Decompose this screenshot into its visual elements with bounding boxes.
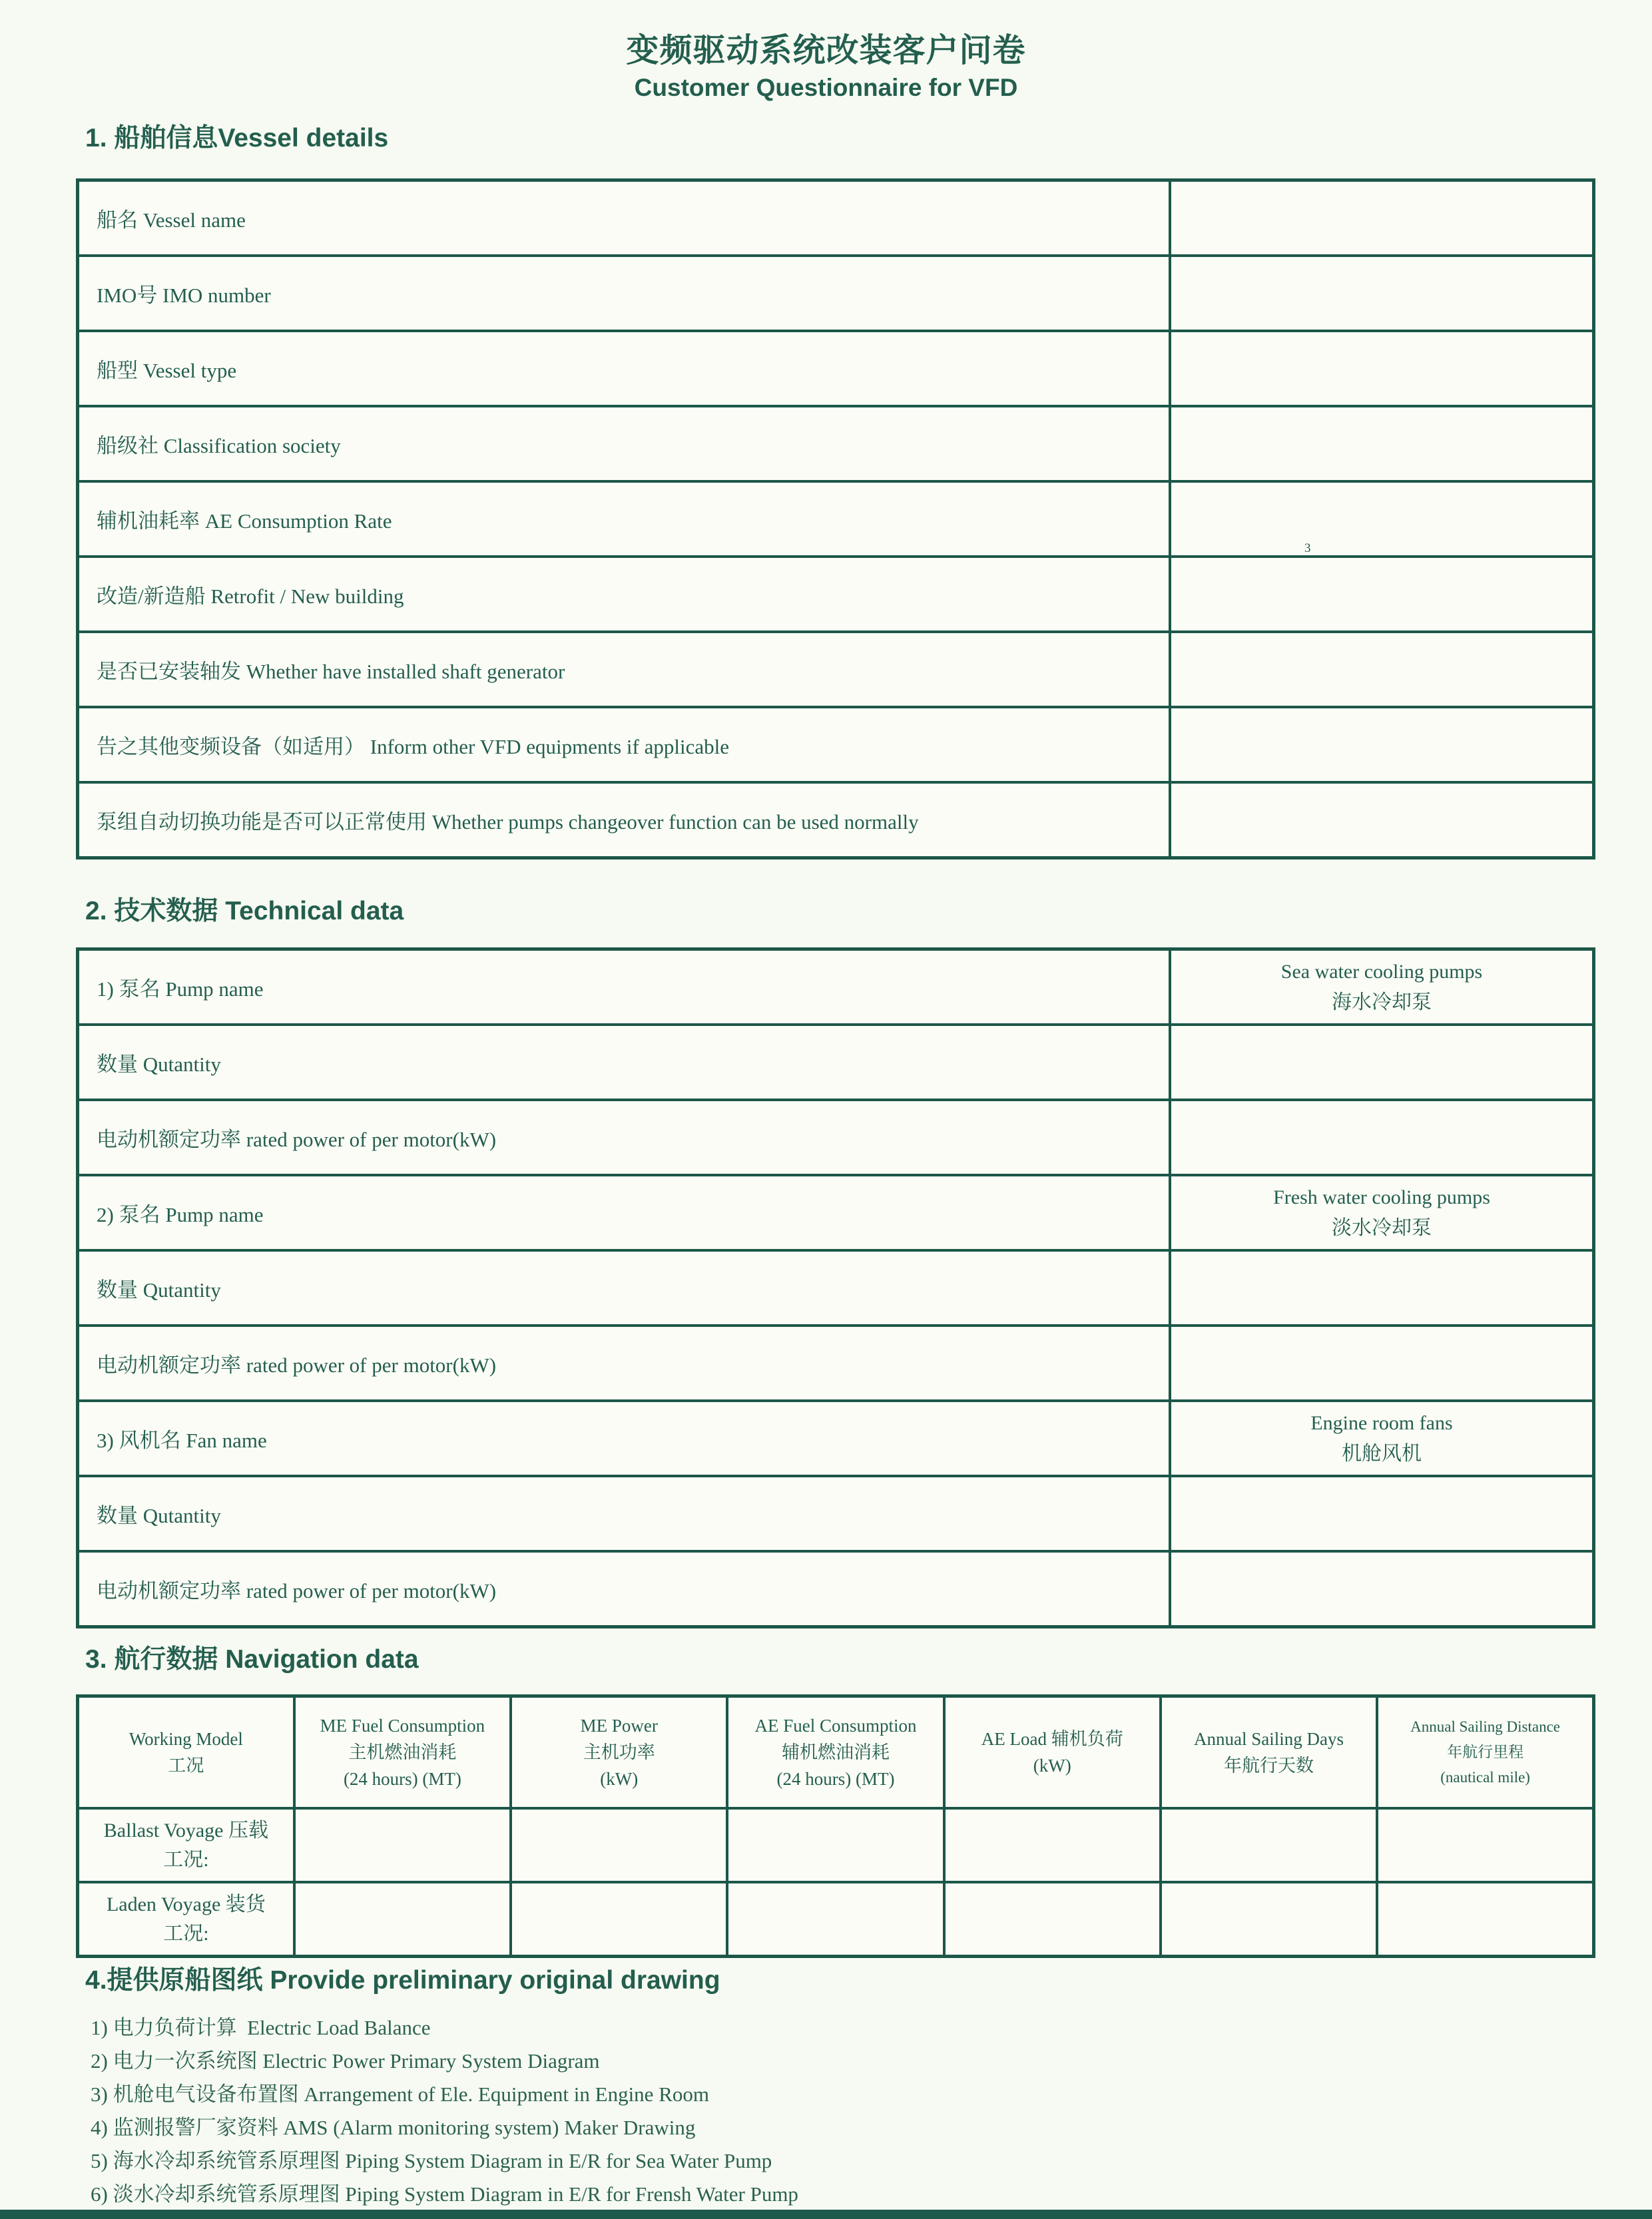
table-row [78, 481, 1594, 557]
column-header [944, 1696, 1161, 1809]
row-value-cell [1170, 180, 1594, 256]
list-item: 1) 电力负荷计算 Electric Load Balance [91, 2016, 431, 2039]
section-heading-drawings: 4.提供原船图纸 Provide preliminary original drawing [85, 1966, 720, 1995]
data-cell [944, 1882, 1161, 1957]
row-value-cell [1170, 406, 1594, 481]
data-cell [1377, 1808, 1593, 1882]
column-header-line: AE Fuel Consumption [754, 1716, 917, 1736]
data-cell [511, 1882, 727, 1957]
table-row [78, 1808, 1594, 1882]
column-header-line: Annual Sailing Days [1194, 1729, 1344, 1749]
row-label: 电动机额定功率 rated power of per motor(kW) [78, 1100, 1171, 1175]
row-value-cell [1170, 481, 1594, 557]
row-value-cell [1170, 1401, 1594, 1476]
row-value-cell [1170, 632, 1594, 707]
section-heading-technical-data: 2. 技术数据 Technical data [85, 897, 404, 925]
row-label: 泵组自动切换功能是否可以正常使用 Whether pumps changeover function can be used normally [78, 782, 1171, 858]
table-row [78, 256, 1594, 331]
vessel-details-table [76, 178, 1595, 860]
data-cell [511, 1808, 727, 1882]
list-item: 3) 机舱电气设备布置图 Arrangement of Ele. Equipment in Engine Room [91, 2083, 709, 2106]
data-cell [294, 1808, 511, 1882]
page-title-en: Customer Questionnaire for VFD [634, 74, 1018, 101]
table-row [78, 1250, 1594, 1326]
value-en: Fresh water cooling pumps [1273, 1186, 1490, 1208]
row-label: 辅机油耗率 AE Consumption Rate [78, 481, 1171, 557]
navigation-header-row [78, 1696, 1594, 1809]
column-header [1377, 1696, 1593, 1809]
table-row [78, 1100, 1594, 1175]
column-header [294, 1696, 511, 1809]
data-cell [727, 1882, 944, 1957]
table-row [78, 180, 1594, 256]
row-label: 电动机额定功率 rated power of per motor(kW) [78, 1551, 1171, 1627]
column-header [511, 1696, 727, 1809]
column-header-line: (24 hours) (MT) [343, 1769, 461, 1789]
list-item: 2) 电力一次系统图 Electric Power Primary System Diagram [91, 2049, 600, 2073]
column-header-line: (kW) [600, 1769, 639, 1789]
page-title-cn: 变频驱动系统改装客户问卷 [626, 33, 1026, 69]
drawing-list [91, 2011, 1652, 2211]
row-label: 3) 风机名 Fan name [78, 1401, 1171, 1476]
row-value-cell [1170, 707, 1594, 782]
row-label: 数量 Qutantity [78, 1025, 1171, 1100]
row-label: IMO号 IMO number [78, 256, 1171, 331]
section-heading-navigation-data: 3. 航行数据 Navigation data [85, 1645, 419, 1674]
row-label: 是否已安装轴发 Whether have installed shaft generator [78, 632, 1171, 707]
table-row [78, 1551, 1594, 1627]
value-cn: 淡水冷却泵 [1332, 1216, 1432, 1239]
data-cell [1377, 1882, 1593, 1957]
column-header-line: (kW) [1033, 1756, 1071, 1776]
value-cn: 海水冷却泵 [1332, 991, 1432, 1013]
table-row [78, 1025, 1594, 1100]
row-label: 1) 泵名 Pump name [78, 949, 1171, 1025]
document-header [0, 0, 1652, 100]
column-header-line: 主机燃油消耗 [348, 1742, 457, 1762]
row-value-cell [1170, 949, 1594, 1025]
row-label: 数量 Qutantity [78, 1476, 1171, 1551]
value-en: Engine room fans [1310, 1411, 1453, 1434]
table-row [78, 1476, 1594, 1551]
table-row [78, 406, 1594, 481]
table-row [78, 331, 1594, 406]
table-row [78, 1401, 1594, 1476]
column-header-line: Annual Sailing Distance [1410, 1718, 1561, 1735]
section-heading-vessel-details: 1. 船舶信息Vessel details [85, 124, 389, 152]
list-item: 5) 海水冷却系统管系原理图 Piping System Diagram in E/R for Sea Water Pump [91, 2149, 772, 2172]
table-row [78, 1326, 1594, 1401]
column-header [78, 1696, 294, 1809]
column-header-line: 年航行里程 [1447, 1744, 1524, 1760]
row-label: 数量 Qutantity [78, 1250, 1171, 1326]
data-cell [727, 1808, 944, 1882]
list-item: 6) 淡水冷却系统管系原理图 Piping System Diagram in E/R for Frensh Water Pump [91, 2182, 798, 2206]
row-value-cell [1170, 1100, 1594, 1175]
value-cn: 机舱风机 [1342, 1442, 1422, 1465]
table-row [78, 782, 1594, 858]
data-cell [294, 1882, 511, 1957]
row-value-cell [1170, 1551, 1594, 1627]
column-header-line: 年航行天数 [1224, 1756, 1314, 1776]
row-value-cell [1170, 256, 1594, 331]
column-header [1161, 1696, 1377, 1809]
row-label: 船型 Vessel type [78, 331, 1171, 406]
column-header-line: ME Fuel Consumption [320, 1716, 485, 1736]
row-value-cell [1170, 331, 1594, 406]
column-header-line: (24 hours) (MT) [776, 1769, 895, 1789]
row-value-cell [1170, 782, 1594, 858]
column-header-line: 主机功率 [583, 1742, 655, 1762]
row-value-cell [1170, 1025, 1594, 1100]
column-header-line: AE Load 辅机负荷 [981, 1729, 1123, 1749]
row-label: 改造/新造船 Retrofit / New building [78, 557, 1171, 632]
row-value-cell [1170, 1175, 1594, 1250]
table-row [78, 707, 1594, 782]
technical-data-table [76, 947, 1595, 1628]
row-label: Ballast Voyage 压载工况: [78, 1808, 294, 1882]
row-label: 船名 Vessel name [78, 180, 1171, 256]
data-cell [1161, 1882, 1377, 1957]
cell-note: 3 [1304, 541, 1311, 555]
data-cell [1161, 1808, 1377, 1882]
row-value-cell [1170, 1326, 1594, 1401]
value-en: Sea water cooling pumps [1280, 960, 1483, 983]
row-label: 2) 泵名 Pump name [78, 1175, 1171, 1250]
row-value-cell [1170, 1476, 1594, 1551]
row-value-cell [1170, 1250, 1594, 1326]
row-label: Laden Voyage 装货工况: [78, 1882, 294, 1957]
table-row [78, 557, 1594, 632]
table-row [78, 1175, 1594, 1250]
row-value-cell [1170, 557, 1594, 632]
column-header-line: 辅机燃油消耗 [781, 1742, 890, 1762]
column-header-line: (nautical mile) [1440, 1769, 1530, 1786]
list-item: 4) 监测报警厂家资料 AMS (Alarm monitoring system) Maker Drawing [91, 2116, 696, 2139]
row-label: 船级社 Classification society [78, 406, 1171, 481]
footer-bar [0, 2210, 1652, 2219]
navigation-data-table [76, 1694, 1595, 1958]
column-header [727, 1696, 944, 1809]
table-row [78, 949, 1594, 1025]
column-header-line: 工况 [168, 1756, 204, 1776]
table-row [78, 1882, 1594, 1957]
column-header-line: Working Model [129, 1729, 243, 1749]
row-label: 告之其他变频设备（如适用） Inform other VFD equipments if applicable [78, 707, 1171, 782]
data-cell [944, 1808, 1161, 1882]
row-label: 电动机额定功率 rated power of per motor(kW) [78, 1326, 1171, 1401]
column-header-line: ME Power [580, 1716, 658, 1736]
table-row [78, 632, 1594, 707]
